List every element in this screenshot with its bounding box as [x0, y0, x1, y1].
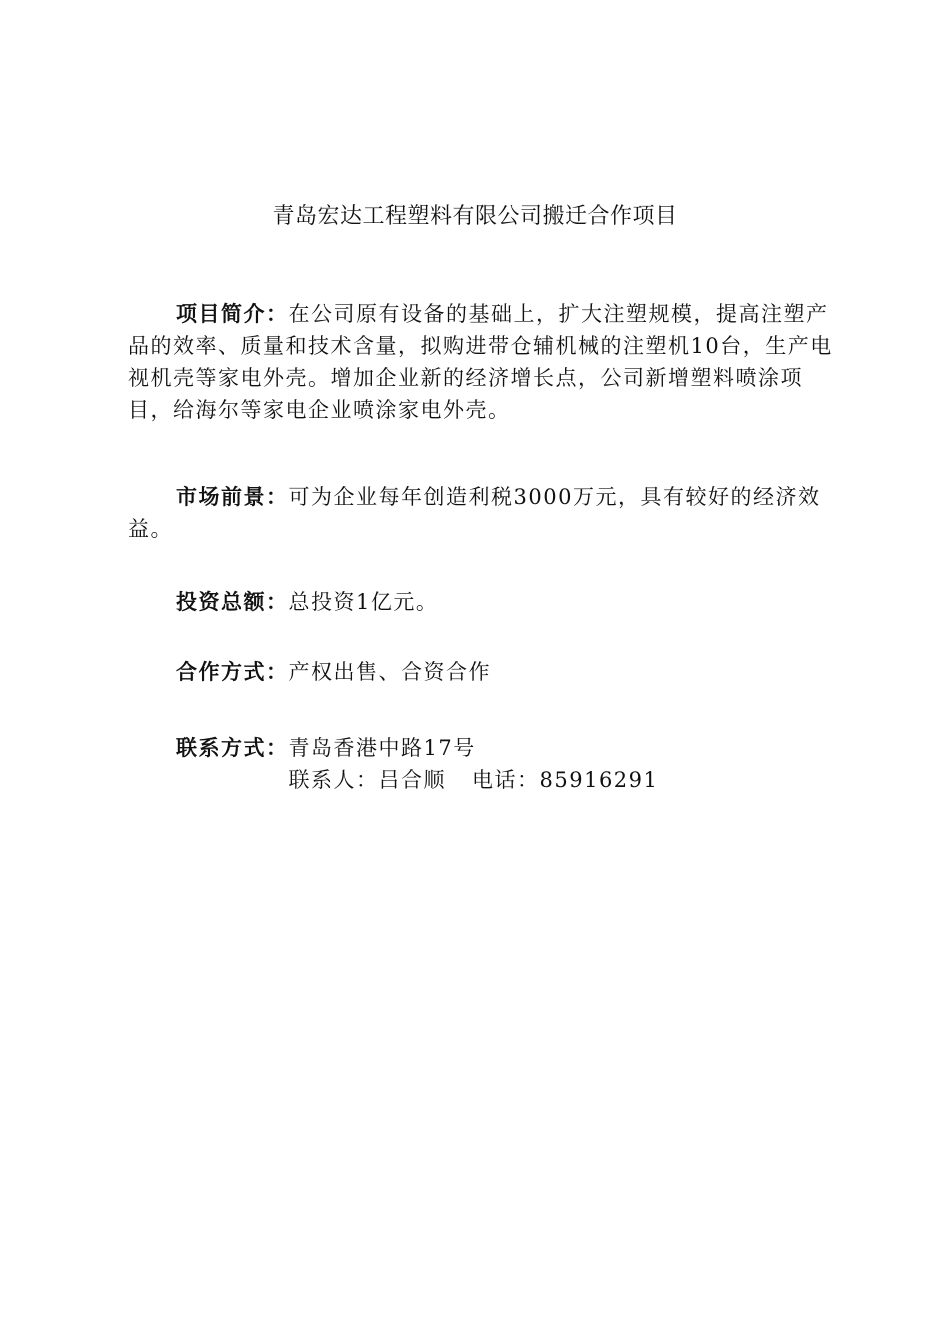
market-text: 可为企业每年创造利税3000万元，具有较好的经济效益。 — [128, 485, 821, 541]
document-title: 青岛宏达工程塑料有限公司搬迁合作项目 — [272, 204, 678, 229]
intro-text: 在公司原有设备的基础上，扩大注塑规模，提高注塑产品的效率、质量和技术含量，拟购进带仓辅机械的注塑机10台，生产电视机壳等家电外壳。增加企业新的经济增长点，公司新增塑料喷涂项目，给海尔等家电企业喷涂家电外壳。 — [128, 302, 833, 422]
contact-label: 联系方式： — [176, 735, 289, 760]
cooperation-label: 合作方式： — [176, 659, 289, 684]
investment-paragraph — [128, 586, 833, 618]
contact-person: 吕合顺 — [378, 768, 446, 792]
investment-label: 投资总额： — [176, 589, 289, 614]
cooperation-text: 产权出售、合资合作 — [288, 660, 491, 684]
contact-person-label: 联系人： — [288, 768, 379, 792]
contact-person-line — [289, 764, 834, 796]
section-market — [128, 481, 833, 545]
market-paragraph — [128, 481, 833, 545]
section-contact — [128, 732, 833, 796]
contact-block — [128, 732, 833, 796]
contact-address: 青岛香港中路17号 — [288, 736, 476, 760]
section-intro — [128, 298, 833, 426]
intro-paragraph — [128, 298, 833, 426]
contact-phone-label: 电话： — [472, 768, 540, 792]
section-investment — [128, 586, 833, 618]
market-label: 市场前景： — [176, 484, 289, 509]
section-cooperation — [128, 656, 833, 688]
investment-text: 总投资1亿元。 — [288, 590, 439, 614]
cooperation-paragraph — [128, 656, 833, 688]
contact-values — [289, 732, 834, 796]
intro-label: 项目简介： — [176, 301, 289, 326]
contact-phone: 85916291 — [539, 768, 659, 792]
